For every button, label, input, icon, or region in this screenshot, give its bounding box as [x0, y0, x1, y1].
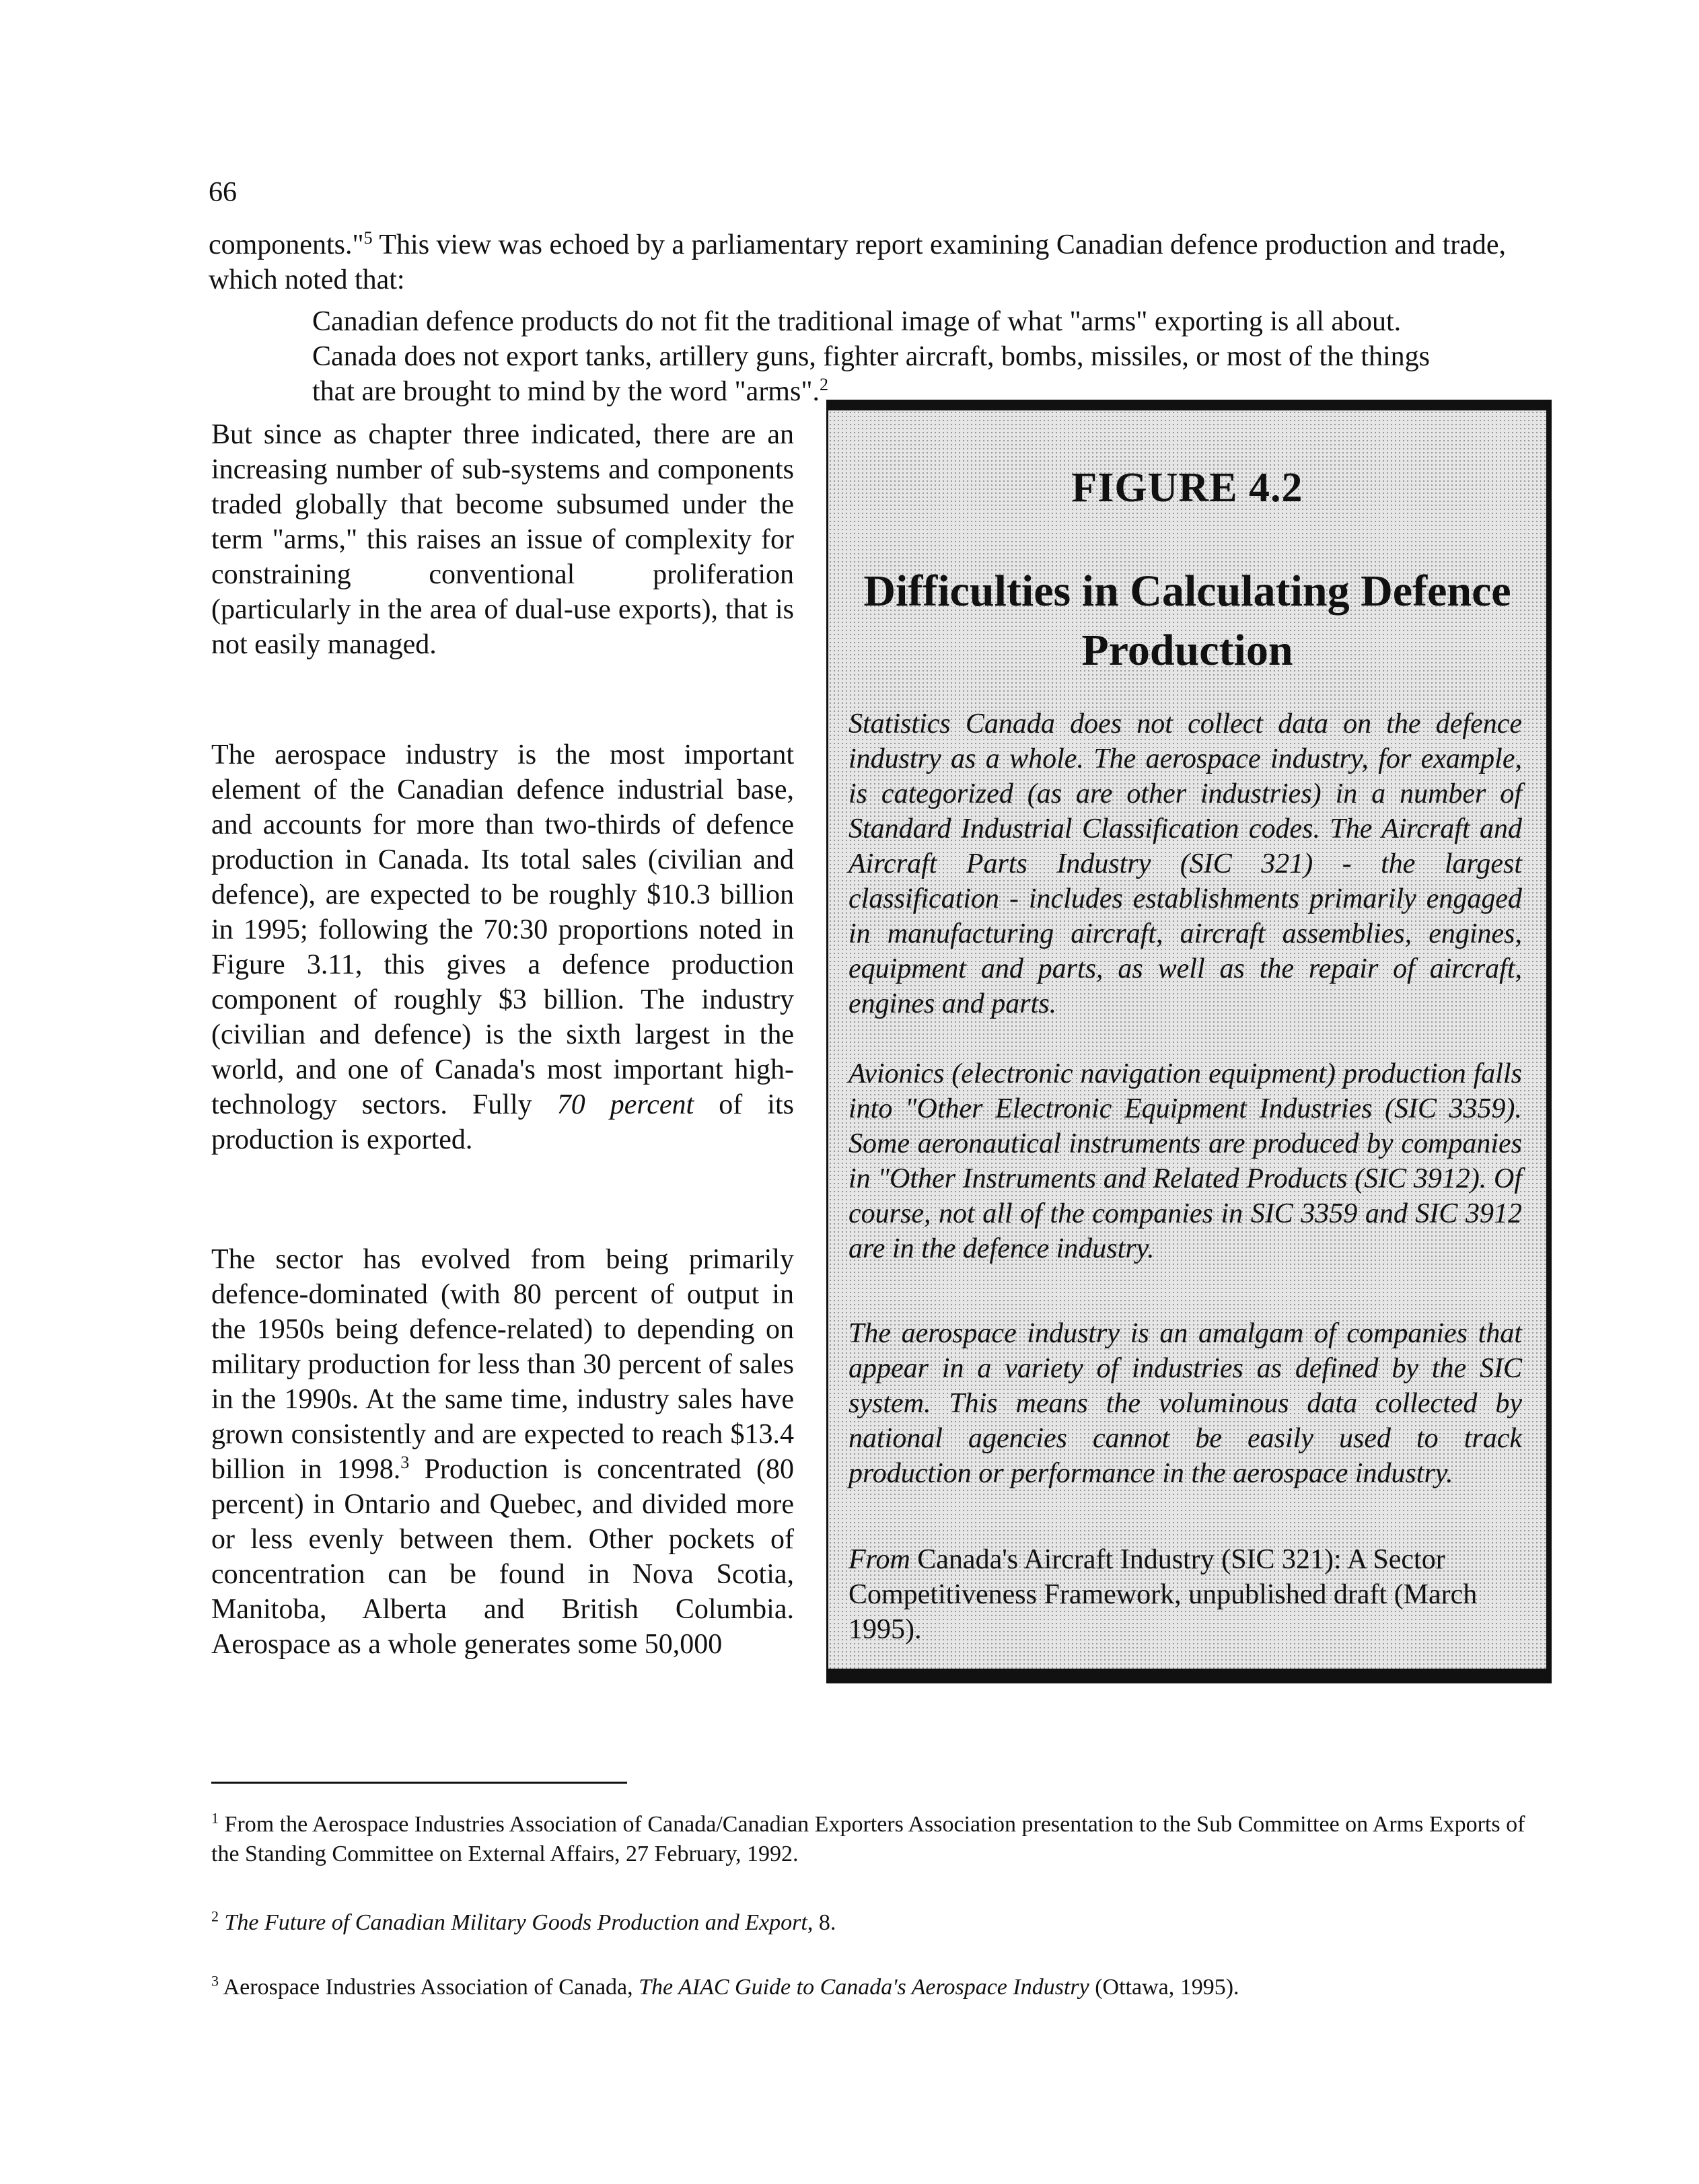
footnote-number: 1 [211, 1809, 219, 1827]
footnote-title: The AIAC Guide to Canada's Aerospace Industry [639, 1975, 1089, 2000]
lead-text-continued: This view was echoed by a parliamentary report examining Canadian defence production and trade, which noted that: [209, 229, 1507, 295]
footnote-text-end: (Ottawa, 1995). [1089, 1975, 1239, 2000]
paragraph-text [211, 737, 794, 1157]
figure-label: FIGURE 4.2 [1071, 465, 1303, 511]
figure-paragraph-amalgam: The aerospace industry is an amalgam of companies that appear in a variety of industries as defined by the SIC system. This means the voluminous data collected by national agencies cannot be easily used to track production or performance in the aerospace industry. [848, 1318, 1522, 1489]
paragraph-text-part: Production is concentrated (80 percent) in Ontario and Quebec, and divided more or less evenly between them. Other pockets of concentration can be found in Nova Scotia, Manitoba, Alberta and British Columbia. Aerospace as a whole generates some 50,000 [211, 1454, 794, 1660]
footnote-text: Aerospace Industries Association of Canada, [219, 1975, 639, 2000]
figure-paragraph-avionics: Avionics (electronic navigation equipment) production falls into "Other Electronic Equipment Industries (SIC 3359). Some aeronautical instruments are produced by companies in "Other Instruments and Related Products (SIC 3912). Of course, not all of the companies in SIC 3359 and SIC 3912 are in the defence industry. [848, 1058, 1522, 1264]
block-quote-text: Canadian defence products do not fit the traditional image of what "arms" exporting is all about. Canada does not export tanks, artillery guns, fighter aircraft, bombs, missiles, or most of the things that are brought to mind by the word "arms". [312, 306, 1431, 407]
footnote-number: 2 [211, 1907, 219, 1925]
figure-source-prefix: From [848, 1544, 910, 1575]
figure-source-text: Canada's Aircraft Industry (SIC 321): A Sector Competitiveness Framework, unpublished draft (March 1995). [848, 1544, 1478, 1645]
paragraph-text: But since as chapter three indicated, there are an increasing number of sub-systems and components traded globally that become subsumed under the term "arms," this raises an issue of complexity for constraining conventional proliferation (particularly in the area of dual-use exports), that is not easily managed. [211, 419, 794, 660]
footnote-text-end: , 8. [807, 1910, 836, 1935]
footnote-2 [211, 1908, 1550, 1938]
body-paragraph-aerospace [211, 737, 794, 1157]
footnote-divider [211, 1782, 627, 1784]
page-number: 66 [209, 177, 237, 208]
footnote-text [219, 1910, 225, 1935]
body-paragraph-complexity [211, 417, 794, 662]
footnote-text: From the Aerospace Industries Association of Canada/Canadian Exporters Association presentation to the Sub Committee on Arms Exports of the Standing Committee on External Affairs, 27 February, 1992. [211, 1812, 1525, 1866]
body-paragraph-sector [211, 1242, 794, 1662]
emphasis-percent: 70 percent [556, 1089, 694, 1120]
lead-text: components." [209, 229, 364, 260]
footnote-1 [211, 1810, 1550, 1869]
figure-paragraph-statistics: Statistics Canada does not collect data on the defence industry as a whole. The aerospace industry, for example, is categorized (as are other industries) in a number of Standard Industrial Classification codes. The Aircraft and Aircraft Parts Industry (SIC 321) - the largest classification - includes establishments primarily engaged in manufacturing aircraft, aircraft assemblies, engines, equipment and parts, as well as the repair of aircraft, engines and parts. [848, 708, 1522, 1019]
footnote-ref: 3 [400, 1453, 410, 1472]
footnote-3 [211, 1973, 1550, 2002]
paragraph-text-part: The sector has evolved from being primarily defence-dominated (with 80 percent of output in the 1950s being defence-related) to depending on military production for less than 30 percent of sales in the 1990s. At the same time, industry sales have grown consistently and are expected to reach $13.4 billion in 1998. [211, 1244, 794, 1485]
footnote-title: The Future of Canadian Military Goods Production and Export [224, 1910, 807, 1935]
figure-title: Difficulties in Calculating Defence Production [863, 567, 1511, 675]
paragraph-text-part: of its production is exported. [211, 1089, 794, 1155]
block-quote [312, 304, 1449, 409]
paragraph-text [211, 1242, 794, 1662]
lead-paragraph [209, 227, 1548, 297]
block-quote-footnote-ref: 2 [819, 375, 828, 394]
lead-footnote-ref: 5 [363, 228, 373, 248]
figure-source [848, 1542, 1522, 1647]
footnote-number: 3 [211, 1972, 219, 1990]
figure-sidebar-box [826, 400, 1552, 1683]
paragraph-text-part: The aerospace industry is the most important element of the Canadian defence industrial base, and accounts for more than two-thirds of defence production in Canada. Its total sales (civilian and defence), are expected to be roughly $10.3 billion in 1995; following the 70:30 proportions noted in Figure 3.11, this gives a defence production component of roughly $3 billion. The industry (civilian and defence) is the sixth largest in the world, and one of Canada's most important high-technology sectors. Fully [211, 739, 794, 1120]
